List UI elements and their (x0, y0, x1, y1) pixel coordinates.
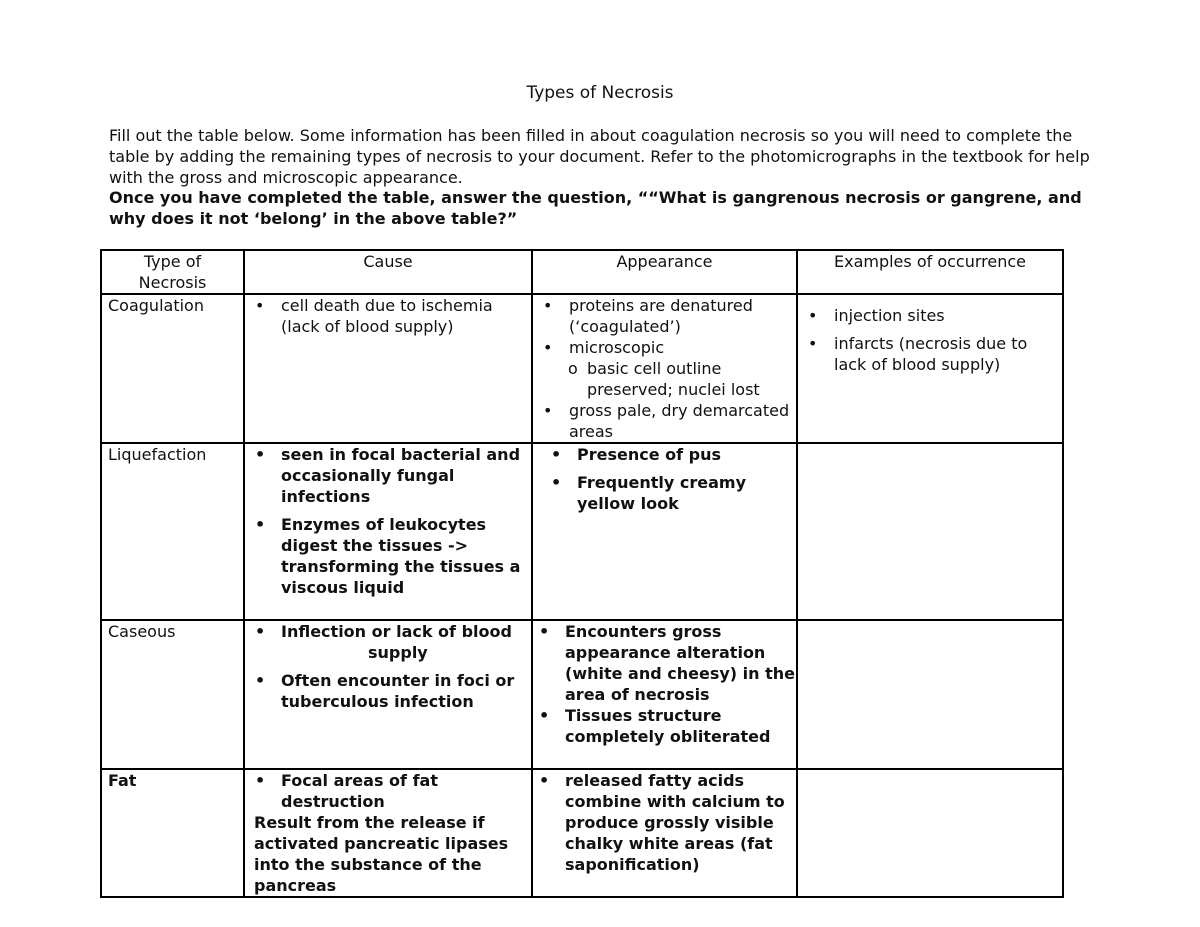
examples-cell (797, 294, 1063, 443)
examples-cell (797, 769, 1063, 897)
header-appearance: Appearance (532, 250, 797, 294)
type-cell: Caseous (101, 620, 244, 769)
list-item: • seen in focal bacterial and occasionally fungal infections (251, 444, 531, 507)
list-item: • Encounters gross appearance alteration (white and cheesy) in the area of necrosis (535, 621, 796, 705)
list-item: • cell death due to ischemia (lack of blood supply) (251, 295, 531, 337)
header-examples: Examples of occurrence (797, 250, 1063, 294)
table-row-coagulation (101, 294, 1063, 443)
table-row-liquefaction (101, 443, 1063, 620)
list-item-label: microscopic (569, 338, 665, 357)
question-text: Once you have completed the table, answer the question, ““What is gangrenous necrosis or gangrene, and why does it not ‘belong’ in the above table?” (109, 188, 1082, 228)
list-item: • Tissues structure completely obliterated (535, 705, 796, 747)
type-cell: Fat (101, 769, 244, 897)
table-row-caseous (101, 620, 1063, 769)
list-item (539, 337, 796, 358)
cause-cell (244, 769, 532, 897)
document-title: Types of Necrosis (526, 83, 674, 103)
list-item-continuation: supply (368, 643, 428, 662)
appearance-cell (532, 769, 797, 897)
necrosis-table (100, 249, 1064, 898)
appearance-cell (532, 443, 797, 620)
type-cell: Liquefaction (101, 443, 244, 620)
appearance-cell (532, 294, 797, 443)
cause-cell (244, 294, 532, 443)
list-item: • gross pale, dry demarcated areas (539, 400, 796, 442)
cause-cell (244, 443, 532, 620)
list-item: • released fatty acids combine with calcium to produce grossly visible chalky white areas (fat saponification) (535, 770, 796, 875)
list-item (251, 621, 531, 663)
cause-text: Result from the release if activated pancreatic lipases into the substance of the pancreas (254, 813, 509, 895)
header-cause: Cause (244, 250, 532, 294)
table-row-fat (101, 769, 1063, 897)
list-item: • proteins are denatured (‘coagulated’) (539, 295, 796, 337)
list-item: • Frequently creamy yellow look (547, 472, 796, 514)
list-item: • Enzymes of leukocytes digest the tissues -> transforming the tissues a viscous liquid (251, 514, 531, 598)
sub-list-item: o basic cell outline preserved; nuclei lost (539, 358, 796, 400)
header-type: Type of Necrosis (101, 250, 244, 294)
list-item: • infarcts (necrosis due to lack of blood supply) (804, 333, 1062, 375)
table-header-row (101, 250, 1063, 294)
appearance-cell (532, 620, 797, 769)
instructions-text: Fill out the table below. Some information has been filled in about coagulation necrosis so you will need to complete the table by adding the remaining types of necrosis to your document. Refer to the photomicrographs in the textbook for help with the gross and microscopic appearance. (109, 126, 1090, 187)
list-item: • Presence of pus (547, 444, 796, 465)
list-item: • Focal areas of fat destruction (251, 770, 531, 812)
list-item: • Often encounter in foci or tuberculous infection (251, 670, 531, 712)
list-item-label: Inflection or lack of blood (281, 622, 512, 641)
list-item: • injection sites (804, 305, 1062, 326)
type-cell: Coagulation (101, 294, 244, 443)
examples-cell (797, 620, 1063, 769)
cause-cell (244, 620, 532, 769)
examples-cell (797, 443, 1063, 620)
